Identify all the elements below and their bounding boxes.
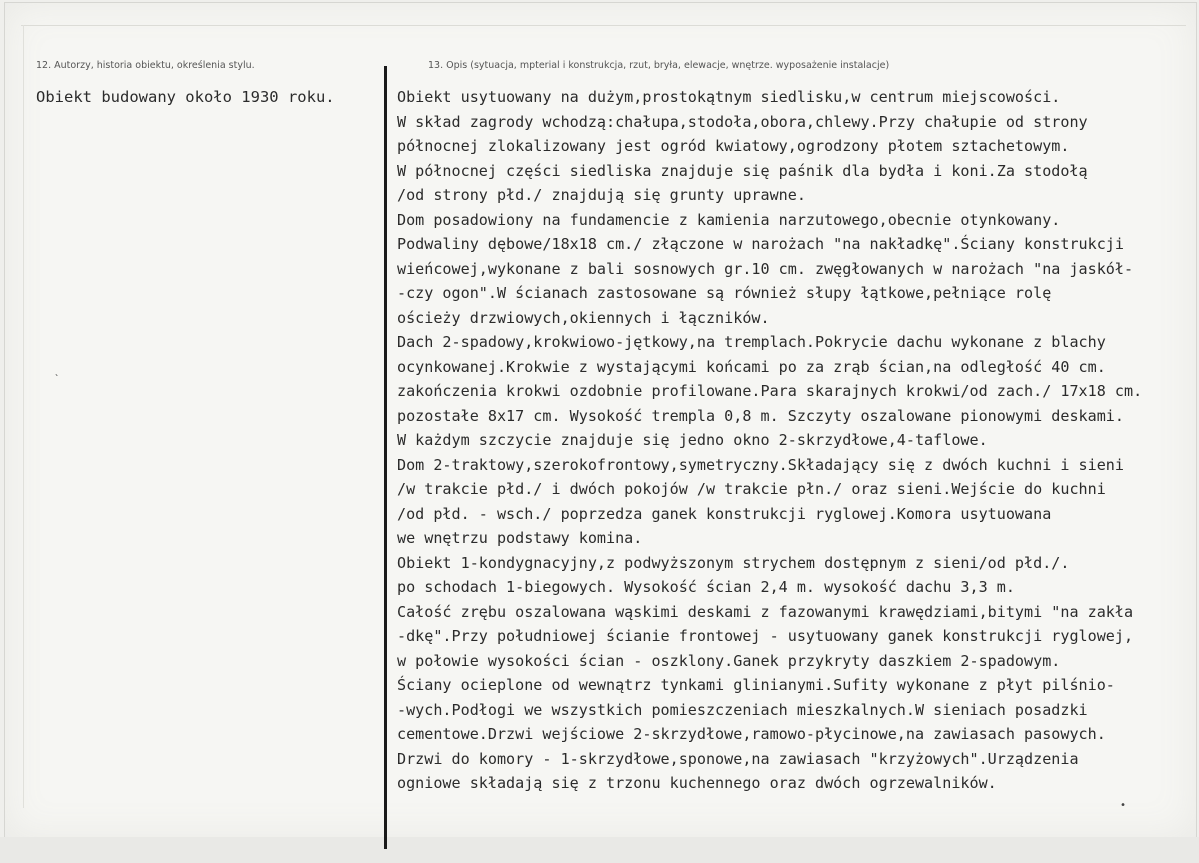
text-line: Podwaliny dębowe/18x18 cm./ złączone w narożach "na nakładkę".Ściany konstrukcji: [397, 235, 1124, 253]
text-line: wieńcowej,wykonane z bali sosnowych gr.10 cm. zwęgłowanych w narożach "na jaskół-: [397, 259, 1134, 278]
text-line: we wnętrzu podstawy komina.: [397, 529, 643, 547]
text-line: /od strony płd./ znajdują się grunty uprawne.: [397, 186, 806, 204]
text-line: cementowe.Drzwi wejściowe 2-skrzydłowe,ramowo-płycinowe,na zawiasach pasowych.: [397, 725, 1106, 743]
text-line: W północnej części siedliska znajduje się paśnik dla bydła i koni.Za stodołą: [397, 161, 1088, 180]
text-line: /w trakcie płd./ i dwóch pokojów /w trakcie płn./ oraz sieni.Wejście do kuchni: [397, 480, 1106, 498]
text-line: Obiekt 1-kondygnacyjny,z podwyższonym strychem dostępnym z sieni/od płd./.: [397, 553, 1070, 572]
text-line: Dom 2-traktowy,szerokofrontowy,symetryczny.Składający się z dwóch kuchni i sieni: [397, 455, 1124, 474]
text-line: Dom posadowiony na fundamencie z kamienia narzutowego,obecnie otynkowany.: [397, 210, 1061, 229]
card-top-rule: [21, 25, 1186, 26]
text-line: Drzwi do komory - 1-skrzydłowe,sponowe,na zawiasach "krzyżowych".Urządzenia: [397, 749, 1079, 768]
text-line: -wych.Podłogi we wszystkich pomieszczeniach mieszkalnych.W sieniach posadzki: [397, 700, 1088, 719]
text-line: w połowie wysokości ścian - oszklony.Ganek przykryty daszkiem 2-spadowym.: [397, 651, 1061, 670]
text-line: Całość zrębu oszalowana wąskimi deskami z fazowanymi krawędziami,bitymi "na zakła: [397, 602, 1134, 621]
section-13-header: 13. Opis (sytuacja, mpterial i konstrukcja, rzut, bryła, elewacje, wnętrze. wyposażenie instalacje): [428, 60, 890, 71]
text-line: Dach 2-spadowy,krokwiowo-jętkowy,na tremplach.Pokrycie dachu wykonane z blachy: [397, 333, 1106, 351]
text-line: ościeży drzwiowych,okiennych i łączników.: [397, 308, 770, 327]
text-line: -dkę".Przy południowej ścianie frontowej - usytuowany ganek konstrukcji ryglowej,: [397, 627, 1134, 645]
text-line: ocynkowanej.Krokwie z wystającymi końcami po za zrąb ścian,na odległość 40 cm.: [397, 357, 1106, 376]
section-12-text: Obiekt budowany około 1930 roku.: [36, 88, 335, 106]
text-line: -czy ogon".W ścianach zastosowane są również słupy łątkowe,pełniące rolę: [397, 284, 1052, 302]
text-line: Obiekt usytuowany na dużym,prostokątnym siedlisku,w centrum miejscowości.: [397, 88, 1061, 106]
text-line: /od płd. - wsch./ poprzedza ganek konstrukcji ryglowej.Komora usytuowana: [397, 504, 1052, 523]
section-13-text: [397, 85, 1187, 796]
column-divider: [384, 66, 387, 849]
pen-mark: •: [1120, 800, 1127, 811]
text-line: W skład zagrody wchodzą:chałupa,stodoła,obora,chlewy.Przy chałupie od strony: [397, 112, 1088, 131]
scan-bottom-margin: [0, 837, 1199, 863]
card-left-rule: [23, 25, 24, 808]
text-line: ogniowe składają się z trzonu kuchennego oraz dwóch ogrzewalników.: [397, 774, 997, 792]
text-line: północnej zlokalizowany jest ogród kwiatowy,ogrodzony płotem sztachetowym.: [397, 137, 1070, 155]
text-line: zakończenia krokwi ozdobnie profilowane.Para skarajnych krokwi/od zach./ 17x18 cm.: [397, 382, 1143, 400]
text-line: W każdym szczycie znajduje się jedno okno 2-skrzydłowe,4-taflowe.: [397, 431, 988, 449]
section-12-header: 12. Autorzy, historia obiektu, określenia stylu.: [36, 60, 255, 71]
text-line: po schodach 1-biegowych. Wysokość ścian 2,4 m. wysokość dachu 3,3 m.: [397, 578, 1015, 596]
text-line: pozostałe 8x17 cm. Wysokość trempla 0,8 m. Szczyty oszalowane pionowymi deskami.: [397, 406, 1124, 425]
text-line: Ściany ocieplone od wewnątrz tynkami glinianymi.Sufity wykonane z płyt pilśnio-: [397, 676, 1115, 694]
pen-mark: `: [54, 374, 61, 385]
